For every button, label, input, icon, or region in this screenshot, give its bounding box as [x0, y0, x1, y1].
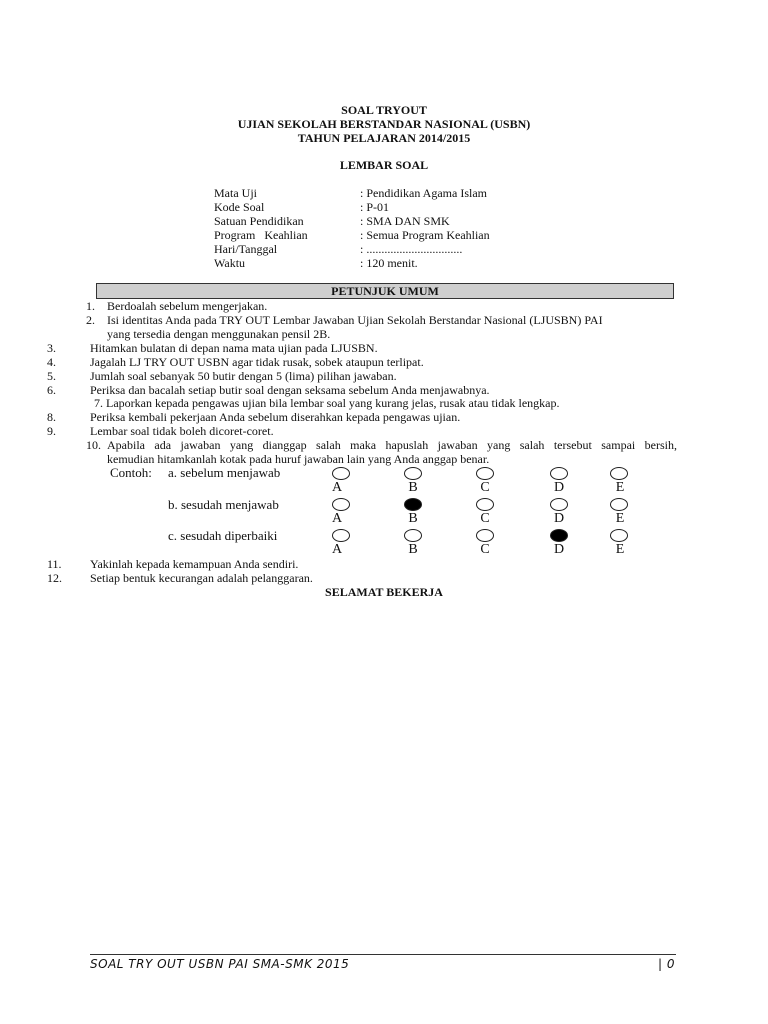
- info-value-subject: : Pendidikan Agama Islam: [360, 186, 487, 200]
- info-label-program: Program Keahlian: [214, 228, 308, 242]
- instruction-text: Lembar soal tidak boleh dicoret-coret.: [90, 424, 274, 438]
- info-value-program: : Semua Program Keahlian: [360, 228, 490, 242]
- instruction-number: 1.: [86, 299, 95, 313]
- instruction-number: 8.: [47, 410, 56, 424]
- option-letter-b: B: [408, 511, 418, 526]
- instruction-number: 10.: [86, 438, 101, 452]
- instruction-number: 4.: [47, 355, 56, 369]
- instruction-number: 11.: [47, 557, 62, 571]
- answer-bubble-empty: [550, 467, 568, 480]
- option-letter-b: B: [408, 480, 418, 495]
- instruction-number: 12.: [47, 571, 62, 585]
- info-label-code: Kode Soal: [214, 200, 265, 214]
- instruction-text: Periksa dan bacalah setiap butir soal dengan seksama sebelum Anda menjawabnya.: [90, 383, 490, 397]
- answer-bubble-empty: [404, 529, 422, 542]
- footer-title: SOAL TRY OUT USBN PAI SMA-SMK 2015: [90, 957, 350, 971]
- option-letter-e: E: [615, 511, 625, 526]
- answer-bubble-empty: [476, 529, 494, 542]
- option-letter-b: B: [408, 542, 418, 557]
- instruction-number: 5.: [47, 369, 56, 383]
- instruction-text: Jagalah LJ TRY OUT USBN agar tidak rusak, sobek ataupun terlipat.: [90, 355, 424, 369]
- info-label-date: Hari/Tanggal: [214, 242, 278, 256]
- sheet-title: LEMBAR SOAL: [339, 158, 429, 172]
- option-letter-c: C: [480, 542, 490, 557]
- instruction-number: 2.: [86, 313, 95, 327]
- option-letter-a: A: [331, 542, 343, 557]
- info-value-code: : P-01: [360, 200, 390, 214]
- example-label-before: a. sebelum menjawab: [168, 465, 281, 480]
- instruction-text-continued: kemudian hitamkanlah kotak pada huruf jawaban lain yang Anda anggap benar.: [107, 452, 490, 466]
- instruction-text-continued: yang tersedia dengan menggunakan pensil 2B.: [107, 327, 331, 341]
- instruction-text: Berdoalah sebelum mengerjakan.: [107, 299, 268, 313]
- option-letter-a: A: [331, 480, 343, 495]
- instruction-text: Isi identitas Anda pada TRY OUT Lembar Jawaban Ujian Sekolah Berstandar Nasional (LJUSBN) PAI: [107, 313, 603, 327]
- instruction-number: 9.: [47, 424, 56, 438]
- instruction-text: Periksa kembali pekerjaan Anda sebelum diserahkan kepada pengawas ujian.: [90, 410, 461, 424]
- option-letter-d: D: [553, 542, 565, 557]
- option-letter-e: E: [615, 480, 625, 495]
- option-letter-e: E: [615, 542, 625, 557]
- example-label-after-answer: b. sesudah menjawab: [168, 497, 279, 512]
- instruction-text: Jumlah soal sebanyak 50 butir dengan 5 (lima) pilihan jawaban.: [90, 369, 397, 383]
- answer-bubble-empty: [476, 498, 494, 511]
- info-label-unit: Satuan Pendidikan: [214, 214, 304, 228]
- option-letter-a: A: [331, 511, 343, 526]
- footer-divider: [90, 954, 676, 955]
- answer-bubble-filled: [404, 498, 422, 511]
- instruction-text: Setiap bentuk kecurangan adalah pelanggaran.: [90, 571, 313, 585]
- info-value-time: : 120 menit.: [360, 256, 418, 270]
- answer-bubble-empty: [332, 467, 350, 480]
- answer-bubble-empty: [610, 498, 628, 511]
- answer-bubble-empty: [610, 529, 628, 542]
- doc-title-line3: TAHUN PELAJARAN 2014/2015: [297, 131, 471, 145]
- page-number: | 0: [658, 957, 675, 971]
- instruction-text: 7. Laporkan kepada pengawas ujian bila lembar soal yang kurang jelas, rusak atau tidak lengkap.: [94, 396, 560, 410]
- instruction-text: Apabila ada jawaban yang dianggap salah maka hapuslah jawaban yang salah tersebut sampai bersih,: [107, 438, 677, 452]
- doc-title-line2: UJIAN SEKOLAH BERSTANDAR NASIONAL (USBN): [237, 117, 531, 131]
- example-prefix: Contoh:: [110, 465, 152, 480]
- closing-text: SELAMAT BEKERJA: [325, 585, 443, 599]
- option-letter-d: D: [553, 480, 565, 495]
- instruction-number: 6.: [47, 383, 56, 397]
- instruction-text: Yakinlah kepada kemampuan Anda sendiri.: [90, 557, 299, 571]
- answer-bubble-empty: [332, 529, 350, 542]
- answer-bubble-empty: [404, 467, 422, 480]
- info-label-time: Waktu: [214, 256, 246, 270]
- answer-bubble-empty: [610, 467, 628, 480]
- example-label-after-fix: c. sesudah diperbaiki: [168, 528, 278, 543]
- option-letter-d: D: [553, 511, 565, 526]
- instruction-number: 3.: [47, 341, 56, 355]
- answer-bubble-filled: [550, 529, 568, 542]
- section-banner-general-instructions: PETUNJUK UMUM: [96, 283, 674, 299]
- option-letter-c: C: [480, 480, 490, 495]
- doc-title-line1: SOAL TRYOUT: [341, 103, 427, 117]
- info-value-date: : ................................: [360, 242, 463, 256]
- info-label-subject: Mata Uji: [214, 186, 257, 200]
- answer-bubble-empty: [476, 467, 494, 480]
- answer-bubble-empty: [332, 498, 350, 511]
- option-letter-c: C: [480, 511, 490, 526]
- info-value-unit: : SMA DAN SMK: [360, 214, 450, 228]
- answer-bubble-empty: [550, 498, 568, 511]
- instruction-text: Hitamkan bulatan di depan nama mata ujian pada LJUSBN.: [90, 341, 378, 355]
